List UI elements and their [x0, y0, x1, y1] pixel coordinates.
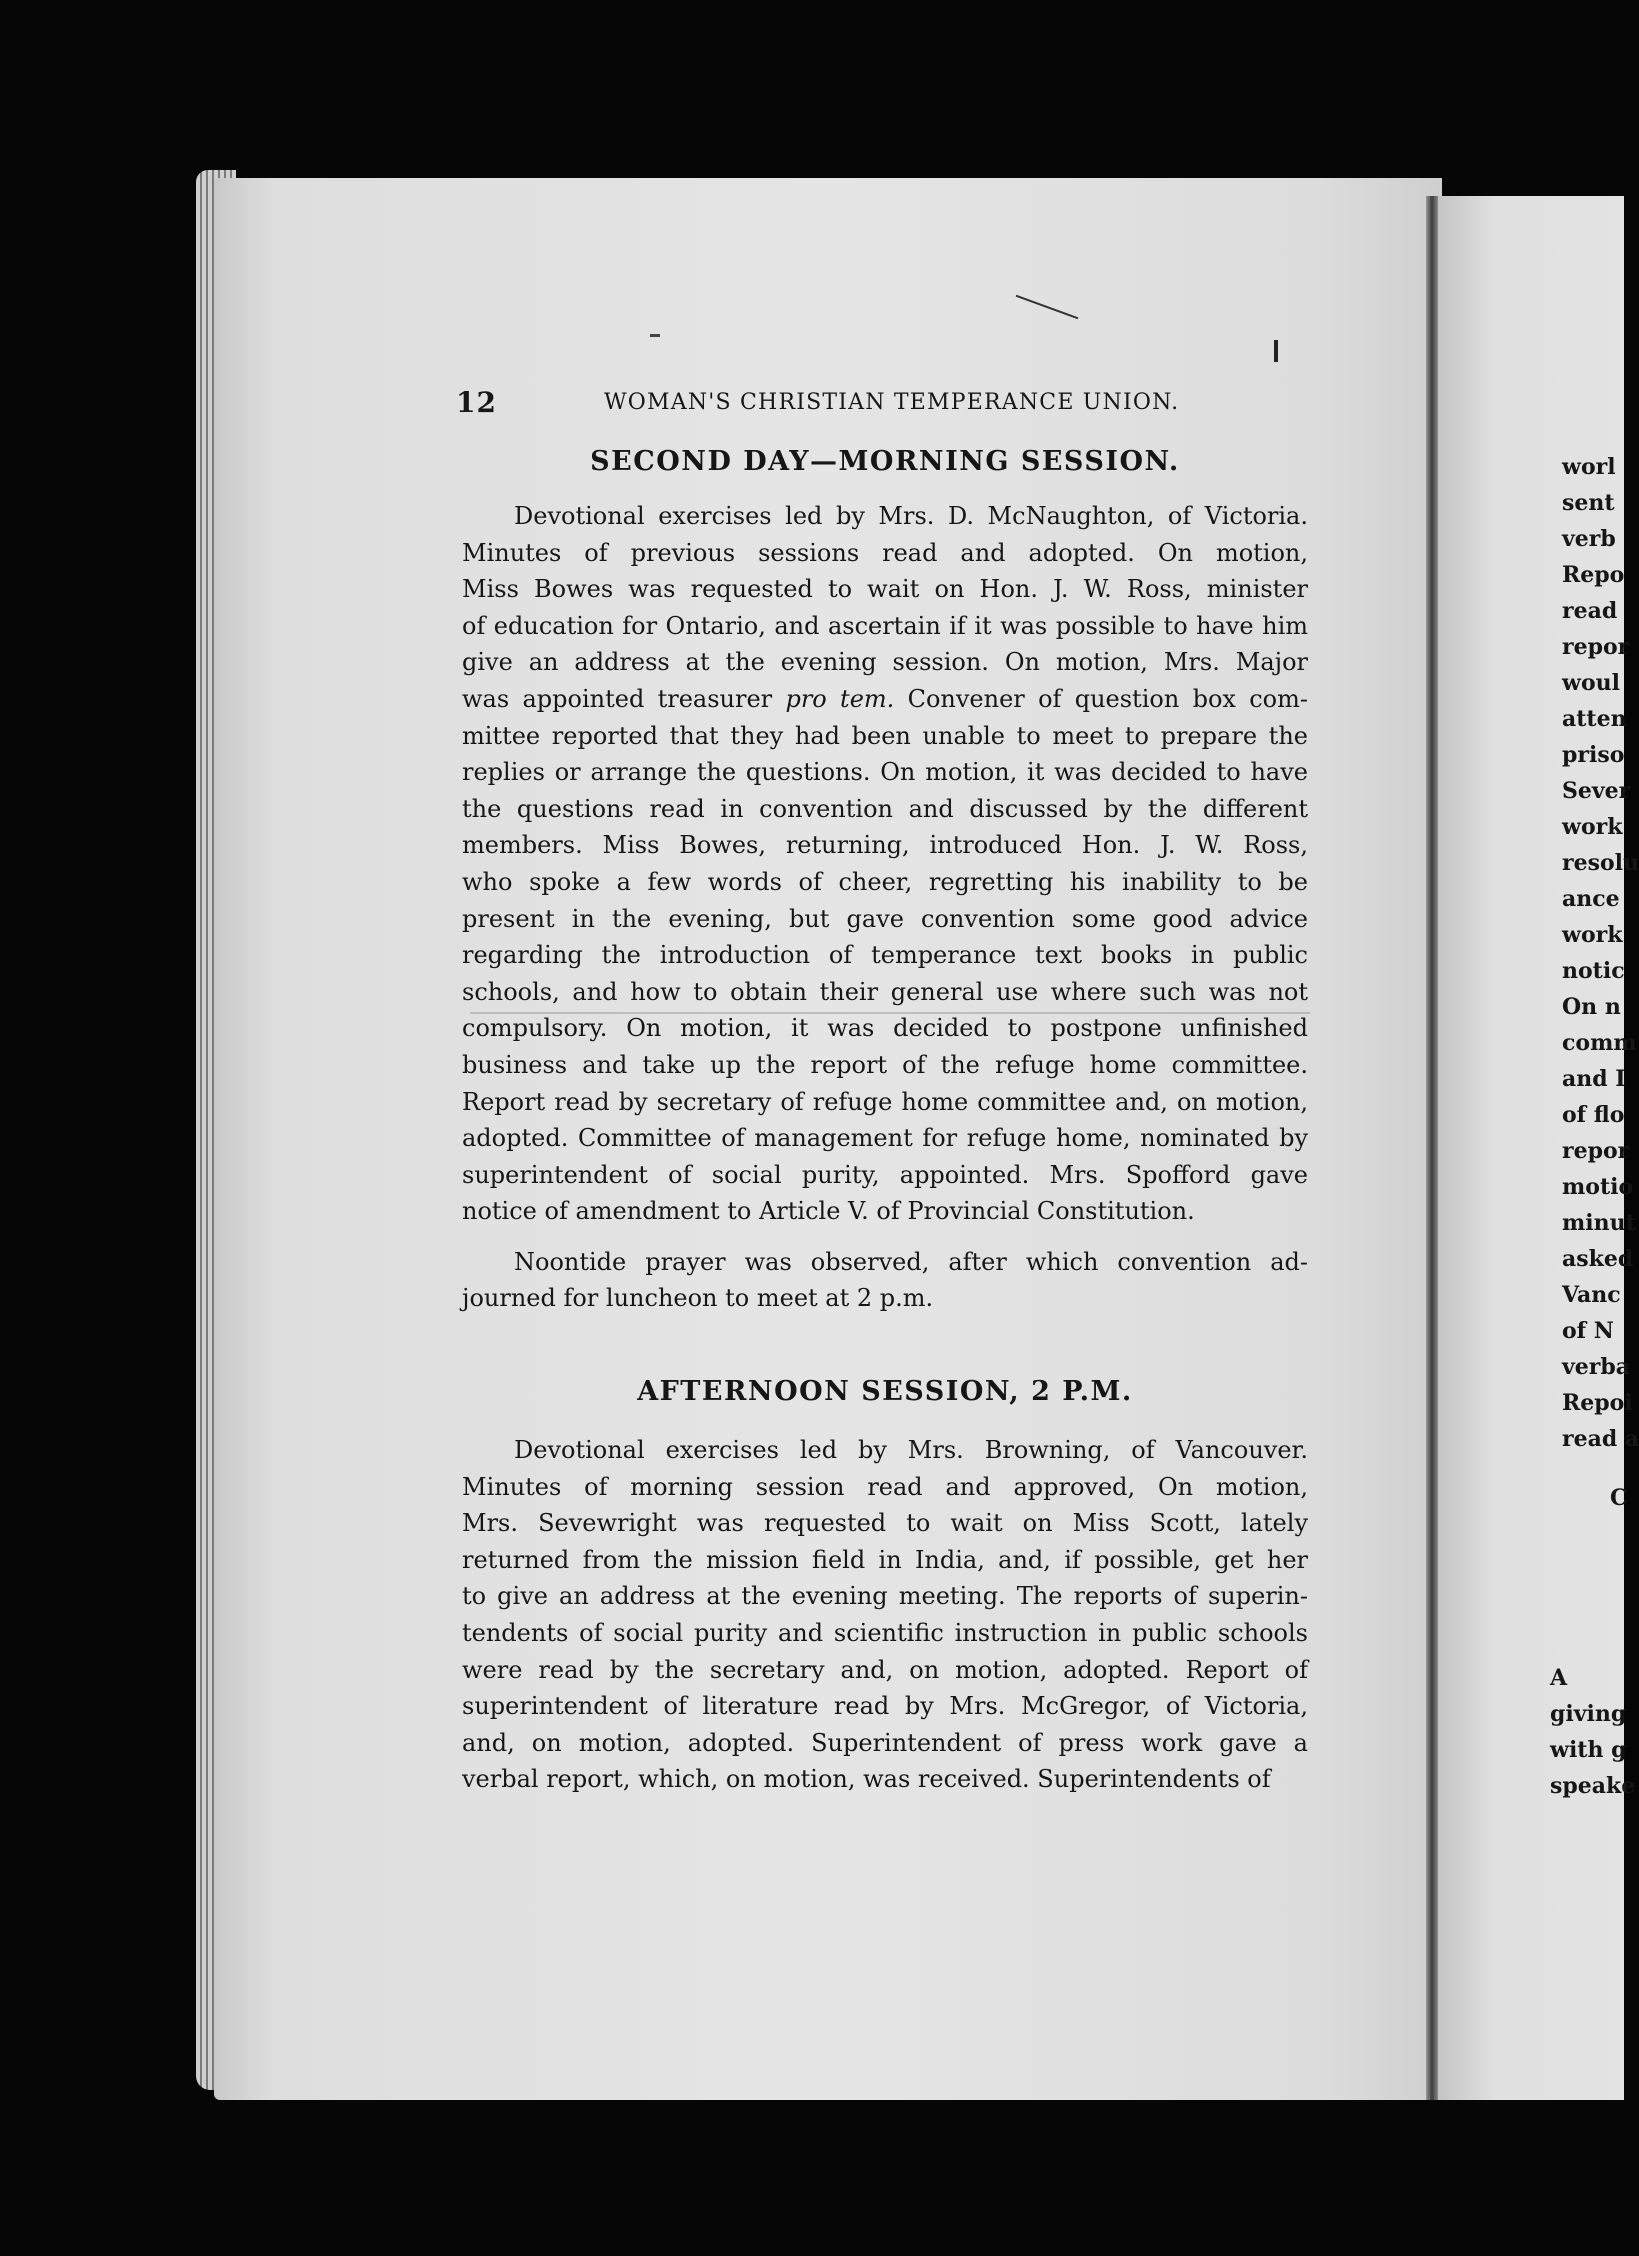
facing-page-line: work: [1562, 922, 1623, 948]
morning-paragraph-1: [462, 498, 1308, 1230]
facing-page-line: speake: [1550, 1773, 1636, 1799]
running-head: [456, 386, 1316, 430]
text-line: who spoke a few words of cheer, regretting his inability to be: [462, 867, 1308, 896]
facing-page-line: priso: [1562, 742, 1625, 768]
text-line: of education for Ontario, and ascertain if it was possible to have him: [462, 611, 1308, 640]
facing-page-line: sent: [1562, 490, 1615, 516]
facing-page-line: verb: [1562, 526, 1616, 552]
text-line: Mrs. Sevewright was requested to wait on Miss Scott, lately: [462, 1509, 1308, 1538]
text-line: notice of amendment to Article V. of Provincial Constitution.: [462, 1197, 1195, 1226]
facing-page-line: worl: [1562, 454, 1616, 480]
facing-page-line: A: [1550, 1665, 1568, 1691]
text-line: tendents of social purity and scientific instruction in public schools: [462, 1618, 1308, 1647]
text-line: superintendent of literature read by Mrs. McGregor, of Victoria,: [462, 1692, 1308, 1721]
facing-page-line: woul: [1562, 670, 1620, 696]
text-line: journed for luncheon to meet at 2 p.m.: [462, 1284, 934, 1313]
text-line: Devotional exercises led by Mrs. Browning, of Vancouver.: [514, 1436, 1308, 1464]
text-line: compulsory. On motion, it was decided to postpone unfinished: [462, 1014, 1308, 1043]
text-line: members. Miss Bowes, returning, introduced Hon. J. W. Ross,: [462, 831, 1308, 860]
text-line: Report read by secretary of refuge home committee and, on motion,: [462, 1087, 1308, 1116]
morning-section: [462, 440, 1308, 1317]
facing-page-line: and I: [1562, 1066, 1626, 1092]
facing-page-line: repor: [1562, 1138, 1630, 1164]
facing-page-line: comm: [1562, 1030, 1637, 1056]
text-line: present in the evening, but gave convention some good advice: [462, 904, 1308, 933]
facing-page-line: Repoi: [1562, 1390, 1633, 1416]
text-line: mittee reported that they had been unable to meet to prepare the: [462, 721, 1308, 750]
text-line: the questions read in convention and discussed by the different: [462, 794, 1308, 823]
facing-page-line: Repo: [1562, 562, 1625, 588]
morning-paragraph-2: [462, 1244, 1308, 1317]
book-gutter: [1426, 196, 1438, 2100]
text-line: to give an address at the evening meeting. The reports of superin-: [462, 1582, 1308, 1611]
facing-page-line: giving: [1550, 1701, 1627, 1727]
facing-page-line: asked: [1562, 1246, 1634, 1272]
facing-page-letter: [1610, 1480, 1630, 1516]
facing-page-line: notic: [1562, 958, 1625, 984]
facing-page-text-top: [1562, 449, 1639, 1457]
text-line: adopted. Committee of management for refuge home, nominated by: [462, 1124, 1308, 1153]
facing-page-line: Vanc: [1562, 1282, 1621, 1308]
facing-page-line: ance: [1562, 886, 1620, 912]
text-line: superintendent of social purity, appointed. Mrs. Spofford gave: [462, 1160, 1308, 1189]
afternoon-paragraph-1: [462, 1432, 1308, 1798]
text-line: Noontide prayer was observed, after which convention ad-: [514, 1247, 1308, 1276]
text-line: Devotional exercises led by Mrs. D. McNaughton, of Victoria.: [514, 502, 1308, 530]
scan-mark: [1274, 340, 1278, 362]
text-line: returned from the mission field in India, and, if possible, get her: [462, 1545, 1308, 1574]
facing-page-text-bottom: [1550, 1660, 1636, 1804]
text-line: give an address at the evening session. On motion, Mrs. Major: [462, 648, 1308, 677]
facing-page-line: of N: [1562, 1318, 1614, 1344]
afternoon-section: [462, 1370, 1308, 1798]
facing-page-line: motio: [1562, 1174, 1634, 1200]
afternoon-session-heading: AFTERNOON SESSION, 2 P.M.: [637, 1376, 1133, 1407]
text-line: and, on motion, adopted. Superintendent of press work gave a: [462, 1728, 1308, 1757]
facing-page-line: C: [1610, 1485, 1628, 1511]
morning-session-heading: SECOND DAY—MORNING SESSION.: [590, 446, 1180, 477]
facing-page-line: Sever: [1562, 778, 1631, 804]
facing-page-line: with g: [1550, 1737, 1627, 1763]
facing-page-line: minut: [1562, 1210, 1636, 1236]
text-line: schools, and how to obtain their general use where such was not: [462, 977, 1308, 1006]
text-line: Miss Bowes was requested to wait on Hon. J. W. Ross, minister: [462, 575, 1308, 604]
text-line: business and take up the report of the refuge home committee.: [462, 1050, 1308, 1079]
text-line: was appointed treasurer pro tem. Convener of question box com-: [462, 684, 1308, 713]
facing-page-line: repor: [1562, 634, 1630, 660]
text-line: regarding the introduction of temperance text books in public: [462, 941, 1308, 970]
text-line: replies or arrange the questions. On motion, it was decided to have: [462, 758, 1308, 787]
text-line: were read by the secretary and, on motion, adopted. Report of: [462, 1655, 1308, 1684]
facing-page-line: work: [1562, 814, 1623, 840]
facing-page-line: atten: [1562, 706, 1627, 732]
scan-mark: [650, 334, 660, 337]
facing-page-line: read a: [1562, 1426, 1639, 1452]
text-line: Minutes of previous sessions read and adopted. On motion,: [462, 538, 1308, 567]
text-line: verbal report, which, on motion, was received. Superintendents of: [462, 1765, 1271, 1794]
facing-page-line: of flo: [1562, 1102, 1625, 1128]
text-line: Minutes of morning session read and approved, On motion,: [462, 1472, 1308, 1501]
page-number: 12: [456, 386, 497, 419]
facing-page-line: verba: [1562, 1354, 1631, 1380]
facing-page-line: read: [1562, 598, 1618, 624]
facing-page-line: resolu: [1562, 850, 1639, 876]
facing-page-line: On n: [1562, 994, 1621, 1020]
running-head-title: WOMAN'S CHRISTIAN TEMPERANCE UNION.: [604, 390, 1180, 415]
